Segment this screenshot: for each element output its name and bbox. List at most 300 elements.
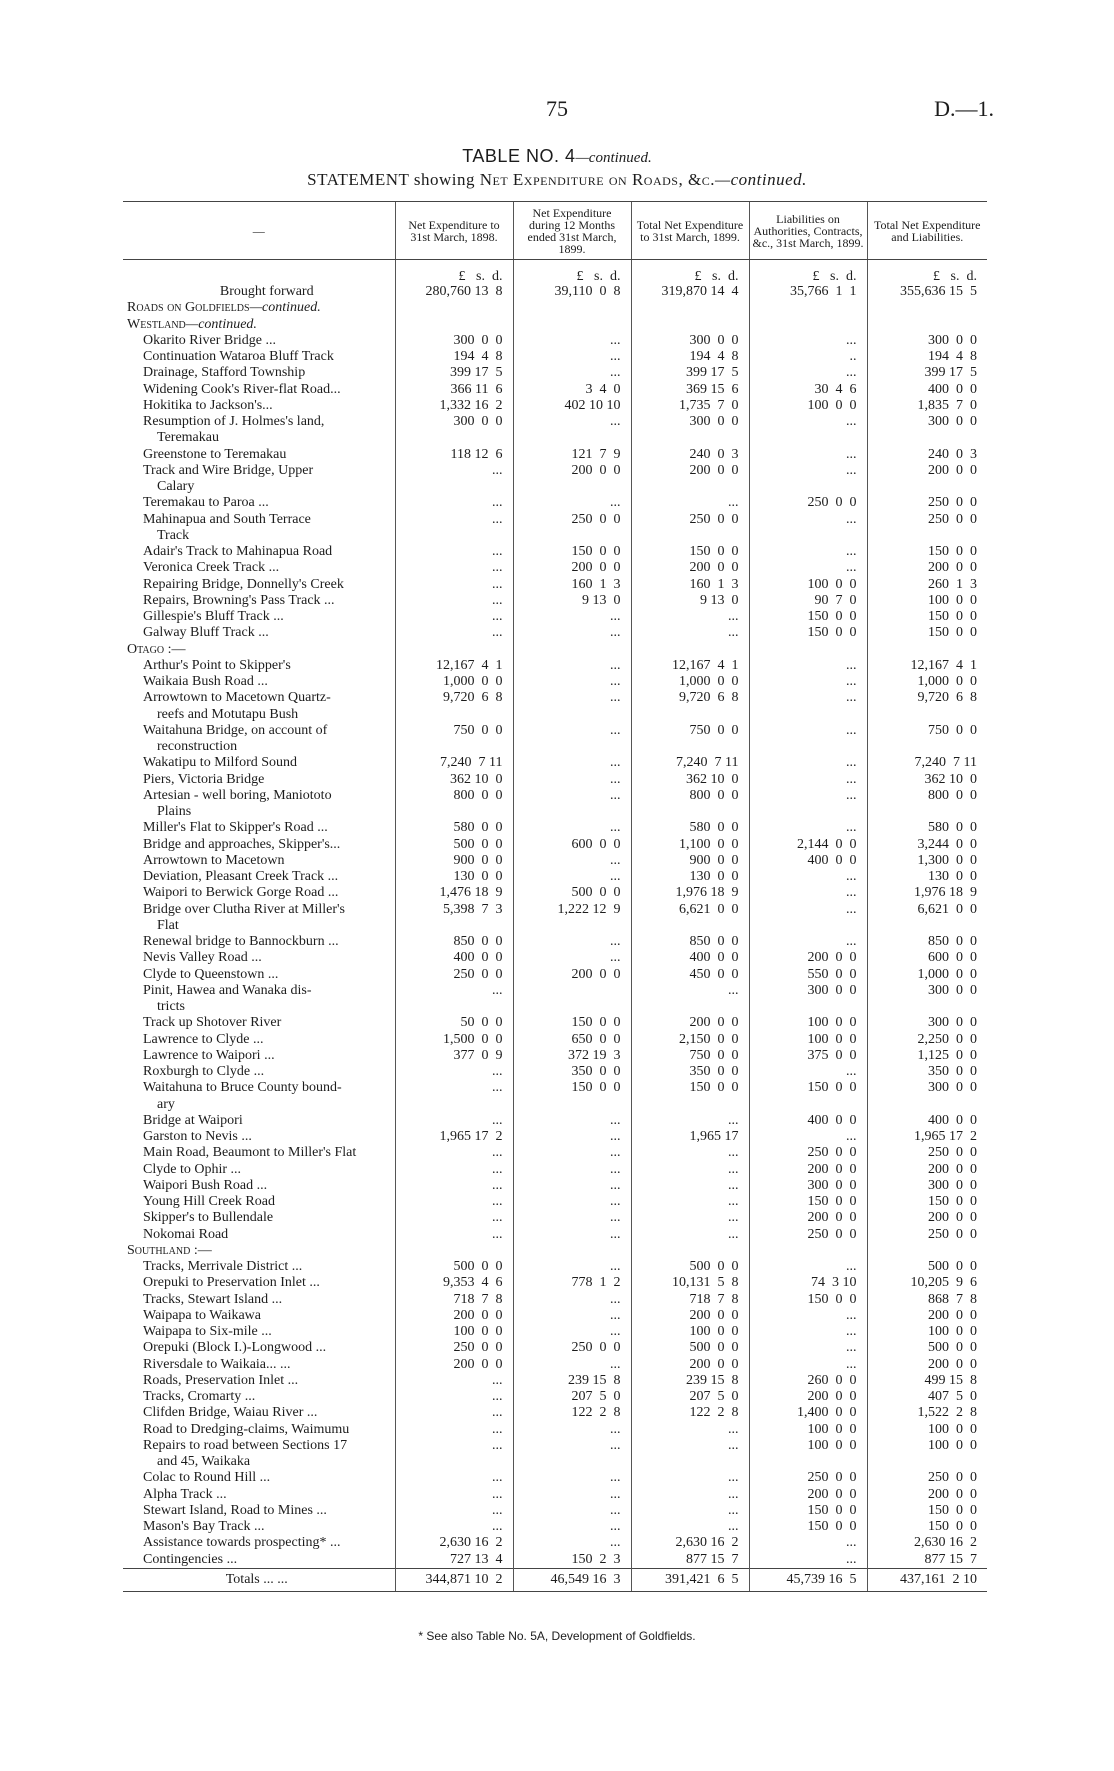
amount-cell: 100 0 0 <box>749 1015 867 1031</box>
amount-cell: ... <box>513 609 631 625</box>
table-row <box>123 1438 987 1454</box>
amount-cell: ... <box>395 1438 513 1454</box>
amount-cell: 200 0 0 <box>631 1308 749 1324</box>
empty-cell <box>395 317 513 333</box>
total-amount-cell: 437,161 2 10 <box>867 1568 987 1591</box>
amount-cell: ... <box>395 1389 513 1405</box>
amount-cell: .. <box>749 349 867 365</box>
amount-cell: ... <box>513 1308 631 1324</box>
amount-cell: 150 0 0 <box>513 544 631 560</box>
header-expenditure-12-months: Net Expenditure during 12 Months ended 31st March, 1899. <box>513 202 631 260</box>
table-row <box>123 1308 987 1324</box>
row-description: Waipapa to Six-mile ... <box>143 1324 272 1339</box>
row-description: Garston to Nevis ... <box>143 1129 252 1144</box>
amount-cell: 499 15 8 <box>867 1373 987 1389</box>
amount-cell: 250 0 0 <box>867 1145 987 1161</box>
row-description: Deviation, Pleasant Creek Track ... <box>143 869 339 884</box>
amount-cell: 200 0 0 <box>631 560 749 576</box>
table-row <box>123 284 987 300</box>
amount-cell <box>631 430 749 446</box>
amount-cell: ... <box>631 609 749 625</box>
statement-heading <box>0 170 1114 190</box>
amount-cell: 1,300 0 0 <box>867 853 987 869</box>
amount-cell: ... <box>395 495 513 511</box>
empty-cell <box>867 1243 987 1259</box>
row-description: Mahinapua and South Terrace <box>143 511 311 527</box>
amount-cell: 260 0 0 <box>749 1373 867 1389</box>
amount-cell <box>395 1454 513 1470</box>
table-row <box>123 869 987 885</box>
amount-cell: 402 10 10 <box>513 398 631 414</box>
amount-cell: 377 0 9 <box>395 1048 513 1064</box>
amount-cell: 2,144 0 0 <box>749 837 867 853</box>
amount-cell: 877 15 7 <box>867 1552 987 1569</box>
section-name: Otago :— <box>127 641 186 657</box>
units-label: £ s. d. <box>631 260 749 285</box>
table-row <box>123 1373 987 1389</box>
amount-cell: 7,240 7 11 <box>867 755 987 771</box>
amount-cell: 100 0 0 <box>867 593 987 609</box>
amount-cell: ... <box>749 1535 867 1551</box>
amount-cell <box>395 707 513 723</box>
amount-cell: ... <box>395 512 513 528</box>
amount-cell: 150 0 0 <box>749 1519 867 1535</box>
amount-cell: ... <box>513 869 631 885</box>
amount-cell: 200 0 0 <box>631 463 749 479</box>
total-amount-cell: 344,871 10 2 <box>395 1568 513 1591</box>
amount-cell: ... <box>513 950 631 966</box>
total-amount-cell: 46,549 16 3 <box>513 1568 631 1591</box>
amount-cell: 200 0 0 <box>513 967 631 983</box>
amount-cell: ... <box>513 349 631 365</box>
row-description: Artesian - well boring, Maniototo <box>143 787 332 803</box>
row-description: Arthur's Point to Skipper's <box>143 657 291 673</box>
amount-cell: 200 0 0 <box>867 1487 987 1503</box>
table-row <box>123 1275 987 1291</box>
amount-cell: 200 0 0 <box>749 950 867 966</box>
table-row <box>123 479 987 495</box>
amount-cell: ... <box>395 544 513 560</box>
amount-cell: 100 0 0 <box>749 577 867 593</box>
amount-cell: 1,965 17 <box>631 1129 749 1145</box>
amount-cell: ... <box>631 1178 749 1194</box>
amount-cell: ... <box>749 414 867 430</box>
amount-cell: ... <box>749 1259 867 1275</box>
row-description: Track up Shotover River <box>143 1015 282 1031</box>
amount-cell: 2,250 0 0 <box>867 1032 987 1048</box>
table-row <box>123 447 987 463</box>
amount-cell: ... <box>749 1064 867 1080</box>
amount-cell: ... <box>749 1357 867 1373</box>
row-description: Nevis Valley Road ... <box>143 950 262 966</box>
row-description: Drainage, Stafford Township <box>143 365 306 381</box>
amount-cell: ... <box>749 658 867 674</box>
amount-cell: ... <box>513 1113 631 1129</box>
table-row <box>123 1259 987 1275</box>
empty-cell <box>395 642 513 658</box>
row-description: Bridge at Waipori <box>143 1112 243 1128</box>
row-description: Miller's Flat to Skipper's Road ... <box>143 820 328 836</box>
row-description: tricts <box>157 999 185 1014</box>
row-description: Riversdale to Waikaia... ... <box>143 1356 291 1372</box>
amount-cell <box>631 918 749 934</box>
amount-cell: 800 0 0 <box>867 788 987 804</box>
amount-cell: 150 0 0 <box>867 1503 987 1519</box>
amount-cell: 200 0 0 <box>749 1389 867 1405</box>
empty-cell <box>513 1243 631 1259</box>
table-row <box>123 902 987 918</box>
amount-cell: ... <box>395 1080 513 1096</box>
amount-cell <box>749 804 867 820</box>
amount-cell: 500 0 0 <box>395 837 513 853</box>
table-title <box>0 146 1114 167</box>
amount-cell: ... <box>749 820 867 836</box>
amount-cell: ... <box>749 723 867 739</box>
amount-cell: 1,332 16 2 <box>395 398 513 414</box>
amount-cell: 207 5 0 <box>513 1389 631 1405</box>
amount-cell: ... <box>749 1340 867 1356</box>
amount-cell: 750 0 0 <box>867 723 987 739</box>
amount-cell: ... <box>749 365 867 381</box>
amount-cell: 1,735 7 0 <box>631 398 749 414</box>
amount-cell: ... <box>631 1470 749 1486</box>
table-body <box>123 260 987 1592</box>
table-title-text: TABLE NO. 4 <box>462 146 576 166</box>
table-row <box>123 1292 987 1308</box>
amount-cell: 150 0 0 <box>513 1080 631 1096</box>
amount-cell <box>395 528 513 544</box>
amount-cell: 12,167 4 1 <box>631 658 749 674</box>
amount-cell: ... <box>749 560 867 576</box>
amount-cell: 350 0 0 <box>867 1064 987 1080</box>
row-description: Widening Cook's River-flat Road... <box>143 381 341 397</box>
empty-cell <box>749 300 867 316</box>
amount-cell: ... <box>749 902 867 918</box>
amount-cell: 100 0 0 <box>749 1422 867 1438</box>
empty-cell <box>395 300 513 316</box>
amount-cell: 250 0 0 <box>867 1227 987 1243</box>
amount-cell: 300 0 0 <box>867 1015 987 1031</box>
amount-cell: 600 0 0 <box>513 837 631 853</box>
amount-cell: 100 0 0 <box>395 1324 513 1340</box>
amount-cell <box>631 739 749 755</box>
empty-cell <box>513 300 631 316</box>
amount-cell: 500 0 0 <box>631 1340 749 1356</box>
row-description: Plains <box>157 804 192 819</box>
row-description: ary <box>157 1096 175 1112</box>
table-header-row <box>123 202 987 260</box>
table-row <box>123 625 987 641</box>
amount-cell: 1,125 0 0 <box>867 1048 987 1064</box>
amount-cell <box>395 1097 513 1113</box>
amount-cell: 350 0 0 <box>513 1064 631 1080</box>
amount-cell <box>395 479 513 495</box>
amount-cell: 100 0 0 <box>749 398 867 414</box>
amount-cell: ... <box>631 1487 749 1503</box>
row-description: Wakatipu to Milford Sound <box>143 755 298 771</box>
amount-cell: ... <box>749 674 867 690</box>
row-description: Young Hill Creek Road <box>143 1194 275 1209</box>
amount-cell <box>867 918 987 934</box>
amount-cell: 250 0 0 <box>631 512 749 528</box>
table-row <box>123 1357 987 1373</box>
units-label: £ s. d. <box>513 260 631 285</box>
amount-cell: ... <box>395 1194 513 1210</box>
amount-cell: 250 0 0 <box>749 495 867 511</box>
row-description: Stewart Island, Road to Mines ... <box>143 1502 327 1518</box>
amount-cell: 150 0 0 <box>867 625 987 641</box>
amount-cell: ... <box>513 788 631 804</box>
amount-cell: 2,150 0 0 <box>631 1032 749 1048</box>
amount-cell: ... <box>631 1227 749 1243</box>
table-row <box>123 1422 987 1438</box>
amount-cell: 150 2 3 <box>513 1552 631 1569</box>
amount-cell: ... <box>395 1422 513 1438</box>
amount-cell: 250 0 0 <box>513 1340 631 1356</box>
section-heading <box>123 317 395 333</box>
amount-cell: 718 7 8 <box>395 1292 513 1308</box>
row-description: reefs and Motutapu Bush <box>157 706 299 722</box>
amount-cell: ... <box>513 1470 631 1486</box>
table-row <box>123 349 987 365</box>
amount-cell: 100 0 0 <box>631 1324 749 1340</box>
row-description: Repairing Bridge, Donnelly's Creek <box>143 576 344 592</box>
table-row <box>123 593 987 609</box>
amount-cell: 200 0 0 <box>867 1210 987 1226</box>
amount-cell: 200 0 0 <box>867 1308 987 1324</box>
amount-cell: 239 15 8 <box>631 1373 749 1389</box>
amount-cell: 400 0 0 <box>867 382 987 398</box>
amount-cell <box>867 479 987 495</box>
amount-cell: 9,720 6 8 <box>631 690 749 706</box>
amount-cell: 1,835 7 0 <box>867 398 987 414</box>
amount-cell: 250 0 0 <box>867 512 987 528</box>
amount-cell: 7,240 7 11 <box>631 755 749 771</box>
amount-cell <box>867 1097 987 1113</box>
amount-cell: 400 0 0 <box>631 950 749 966</box>
amount-cell: ... <box>395 1503 513 1519</box>
empty-cell <box>631 642 749 658</box>
table-title-suffix: —continued. <box>575 150 652 166</box>
amount-cell: 400 0 0 <box>749 853 867 869</box>
amount-cell: 160 1 3 <box>513 577 631 593</box>
amount-cell: 3 4 0 <box>513 382 631 398</box>
row-description: Hokitika to Jackson's... <box>143 397 273 413</box>
amount-cell: 400 0 0 <box>749 1113 867 1129</box>
table-row <box>123 804 987 820</box>
amount-cell: 900 0 0 <box>395 853 513 869</box>
total-amount-cell: 45,739 16 5 <box>749 1568 867 1591</box>
amount-cell: ... <box>749 1324 867 1340</box>
amount-cell: 240 0 3 <box>867 447 987 463</box>
footnote: * See also Table No. 5A, Development of Goldfields. <box>418 1629 696 1643</box>
amount-cell: ... <box>395 1064 513 1080</box>
amount-cell: 800 0 0 <box>395 788 513 804</box>
amount-cell: 9 13 0 <box>631 593 749 609</box>
row-description: Arrowtown to Macetown <box>143 852 285 868</box>
amount-cell: 250 0 0 <box>395 1340 513 1356</box>
units-row <box>123 260 987 285</box>
amount-cell: 100 0 0 <box>749 1438 867 1454</box>
row-description: Teremakau <box>157 430 219 446</box>
amount-cell: 100 0 0 <box>867 1324 987 1340</box>
amount-cell: ... <box>513 690 631 706</box>
empty-cell <box>631 300 749 316</box>
amount-cell: 250 0 0 <box>749 1470 867 1486</box>
empty-cell <box>395 1243 513 1259</box>
units-label: £ s. d. <box>749 260 867 285</box>
amount-cell <box>749 1097 867 1113</box>
amount-cell: ... <box>395 1470 513 1486</box>
table-row <box>123 1113 987 1129</box>
amount-cell: 10,131 5 8 <box>631 1275 749 1291</box>
section-name: Southland :— <box>127 1242 212 1258</box>
amount-cell: 300 0 0 <box>395 333 513 349</box>
amount-cell: 150 0 0 <box>631 544 749 560</box>
amount-cell <box>395 804 513 820</box>
amount-cell: 7,240 7 11 <box>395 755 513 771</box>
row-description: Clyde to Queenstown ... <box>143 966 279 982</box>
amount-cell <box>867 430 987 446</box>
row-description: Nokomai Road <box>143 1226 229 1242</box>
row-description: Skipper's to Bullendale <box>143 1210 274 1226</box>
units-label: £ s. d. <box>395 260 513 285</box>
table-row <box>123 1487 987 1503</box>
amount-cell: 750 0 0 <box>631 723 749 739</box>
table-row <box>123 674 987 690</box>
amount-cell: 250 0 0 <box>749 1227 867 1243</box>
amount-cell: ... <box>513 333 631 349</box>
row-description: Tracks, Cromarty ... <box>143 1389 256 1404</box>
amount-cell: 350 0 0 <box>631 1064 749 1080</box>
amount-cell: 407 5 0 <box>867 1389 987 1405</box>
units-spacer <box>123 260 395 285</box>
amount-cell: 362 10 0 <box>867 772 987 788</box>
amount-cell: 200 0 0 <box>513 560 631 576</box>
amount-cell: 375 0 0 <box>749 1048 867 1064</box>
amount-cell: ... <box>513 658 631 674</box>
amount-cell: 9,720 6 8 <box>395 690 513 706</box>
table-row <box>123 1552 987 1569</box>
table-row <box>123 560 987 576</box>
amount-cell: 1,965 17 2 <box>867 1129 987 1145</box>
row-description: Bridge over Clutha River at Miller's <box>143 901 345 917</box>
amount-cell: 877 15 7 <box>631 1552 749 1569</box>
table-row <box>123 772 987 788</box>
amount-cell <box>631 1454 749 1470</box>
statement-prefix: STATEMENT showing <box>307 170 480 189</box>
amount-cell: 5,398 7 3 <box>395 902 513 918</box>
amount-cell: ... <box>749 463 867 479</box>
amount-cell: 1,522 2 8 <box>867 1405 987 1421</box>
expenditure-table <box>123 201 987 1592</box>
table-row <box>123 707 987 723</box>
amount-cell: 74 3 10 <box>749 1275 867 1291</box>
amount-cell <box>513 430 631 446</box>
amount-cell: ... <box>749 690 867 706</box>
amount-cell: 718 7 8 <box>631 1292 749 1308</box>
amount-cell: 300 0 0 <box>749 1178 867 1194</box>
page-number: 75 <box>546 96 568 121</box>
amount-cell: 150 0 0 <box>749 609 867 625</box>
table-row <box>123 528 987 544</box>
amount-cell: 250 0 0 <box>867 1470 987 1486</box>
row-description: Waikaia Bush Road ... <box>143 674 268 689</box>
amount-cell: 200 0 0 <box>867 1357 987 1373</box>
amount-cell: 200 0 0 <box>631 1357 749 1373</box>
amount-cell <box>513 983 631 999</box>
table-row <box>123 950 987 966</box>
amount-cell: 1,000 0 0 <box>867 674 987 690</box>
section-suffix: —continued. <box>249 300 321 316</box>
amount-cell: ... <box>395 1405 513 1421</box>
table-row <box>123 837 987 853</box>
amount-cell: ... <box>749 788 867 804</box>
amount-cell: 300 0 0 <box>749 983 867 999</box>
amount-cell: ... <box>513 755 631 771</box>
amount-cell: 399 17 5 <box>867 365 987 381</box>
amount-cell: 600 0 0 <box>867 950 987 966</box>
amount-cell: 200 0 0 <box>395 1357 513 1373</box>
amount-cell <box>867 804 987 820</box>
amount-cell <box>395 999 513 1015</box>
amount-cell: 1,476 18 9 <box>395 885 513 901</box>
table-row <box>123 365 987 381</box>
amount-cell: 778 1 2 <box>513 1275 631 1291</box>
amount-cell: ... <box>395 1178 513 1194</box>
amount-cell: 500 0 0 <box>867 1259 987 1275</box>
amount-cell: ... <box>749 544 867 560</box>
amount-cell <box>631 707 749 723</box>
amount-cell: 6,621 0 0 <box>867 902 987 918</box>
amount-cell <box>749 918 867 934</box>
table-row <box>123 430 987 446</box>
amount-cell: 500 0 0 <box>513 885 631 901</box>
empty-cell <box>631 317 749 333</box>
table-row <box>123 853 987 869</box>
amount-cell: ... <box>513 1422 631 1438</box>
amount-cell <box>513 918 631 934</box>
row-description: Waitahuna Bridge, on account of <box>143 722 328 738</box>
table-row <box>123 512 987 528</box>
amount-cell: 90 7 0 <box>749 593 867 609</box>
table-row <box>123 1194 987 1210</box>
amount-cell: 355,636 15 5 <box>867 284 987 300</box>
amount-cell: 39,110 0 8 <box>513 284 631 300</box>
table-row <box>123 1032 987 1048</box>
row-description: Repairs to road between Sections 17 <box>143 1437 348 1453</box>
amount-cell <box>749 430 867 446</box>
amount-cell: ... <box>749 755 867 771</box>
amount-cell <box>749 528 867 544</box>
amount-cell: ... <box>513 772 631 788</box>
amount-cell <box>513 1454 631 1470</box>
table-row <box>123 544 987 560</box>
row-description: Pinit, Hawea and Wanaka dis- <box>143 982 312 998</box>
row-description: Alpha Track ... <box>143 1486 227 1502</box>
amount-cell: ... <box>749 934 867 950</box>
amount-cell: 580 0 0 <box>631 820 749 836</box>
section-row <box>123 1243 987 1259</box>
row-description: Resumption of J. Holmes's land, <box>143 414 325 429</box>
row-description: Track and Wire Bridge, Upper <box>143 462 314 478</box>
amount-cell: ... <box>395 1145 513 1161</box>
amount-cell: 200 0 0 <box>631 1015 749 1031</box>
header-liabilities: Liabilities on Authorities, Contracts, &c., 31st March, 1899. <box>749 202 867 260</box>
amount-cell: 3,244 0 0 <box>867 837 987 853</box>
amount-cell: 150 0 0 <box>867 1194 987 1210</box>
amount-cell: ... <box>631 1438 749 1454</box>
